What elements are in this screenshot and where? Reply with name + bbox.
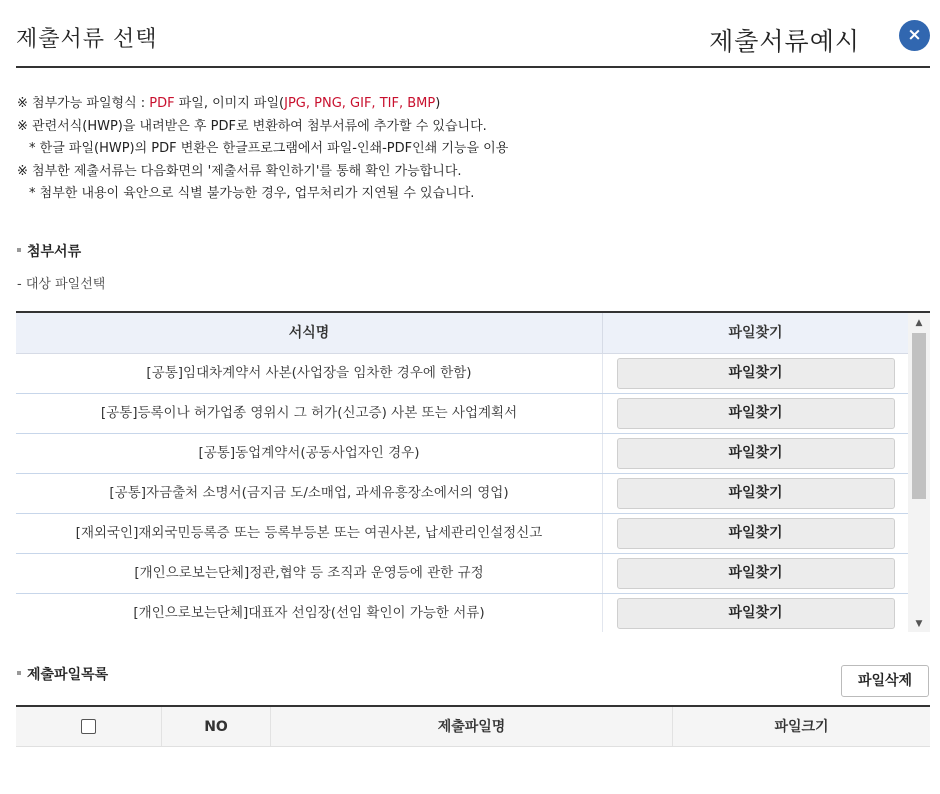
submitted-files-table-header (16, 705, 930, 747)
notice-hwp-pdf-print: * 한글 파일(HWP)의 PDF 변환은 한글프로그램에서 파일-인쇄-PDF인쇄 기능을 이용 (29, 141, 509, 156)
attach-section-title: 첨부서류 (17, 241, 81, 261)
select-all-checkbox[interactable] (81, 719, 96, 734)
table-row (16, 554, 930, 594)
select-all-cell (16, 707, 162, 746)
file-find-button[interactable]: 파일찾기 (617, 518, 895, 549)
notice-illegible: * 첨부한 내용이 육안으로 식별 불가능한 경우, 업무처리가 지연될 수 있습니다. (29, 186, 475, 201)
file-find-button[interactable]: 파일찾기 (617, 438, 895, 469)
table-scrollbar[interactable] (908, 313, 930, 632)
notice-block (17, 93, 508, 206)
column-no: NO (162, 707, 271, 746)
bullet-icon (17, 248, 21, 252)
bullet-icon (17, 671, 21, 675)
form-name-cell: [재외국인]재외국민등록증 또는 등록부등본 또는 여권사본, 납세관리인설정신고 (16, 514, 603, 553)
table-header (16, 313, 930, 354)
table-row (16, 394, 930, 434)
form-name-cell: [공통]동업계약서(공동사업자인 경우) (16, 434, 603, 473)
file-find-button[interactable]: 파일찾기 (617, 478, 895, 509)
column-file-find: 파일찾기 (728, 325, 783, 341)
column-file-name: 제출파일명 (271, 707, 673, 746)
table-row (16, 434, 930, 474)
scroll-up-arrow-icon[interactable]: ▲ (915, 318, 923, 328)
scrollbar-thumb[interactable] (912, 333, 926, 499)
column-file-size: 파일크기 (774, 719, 829, 735)
image-formats-label: JPG, PNG, GIF, TIF, BMP (284, 96, 436, 111)
file-find-button[interactable]: 파일찾기 (617, 398, 895, 429)
scroll-down-arrow-icon[interactable]: ▼ (915, 619, 923, 629)
form-name-cell: [개인으로보는단체]정관,협약 등 조직과 운영등에 관한 규정 (16, 554, 603, 593)
table-row (16, 594, 930, 632)
table-row (16, 474, 930, 514)
notice-file-format: ※ 첨부가능 파일형식 : PDF 파일, 이미지 파일(JPG, PNG, GIF, TIF, BMP) (17, 96, 441, 111)
target-file-select-label: - 대상 파일선택 (17, 277, 106, 292)
notice-hwp-convert: ※ 관련서식(HWP)을 내려받은 후 PDF로 변환하여 첨부서류에 추가할 수 있습니다. (17, 118, 487, 134)
pdf-label: PDF (149, 96, 175, 111)
notice-confirm: ※ 첨부한 제출서류는 다음화면의 '제출서류 확인하기'를 통해 확인 가능합니다. (17, 163, 462, 179)
column-form-name: 서식명 (16, 313, 603, 353)
delete-file-button[interactable]: 파일삭제 (841, 665, 929, 697)
page-title: 제출서류 선택 (16, 27, 158, 52)
table-row (16, 354, 930, 394)
attach-documents-table (16, 311, 930, 632)
document-example-link[interactable]: 제출서류예시 (709, 27, 860, 56)
dialog-header (16, 0, 930, 68)
form-name-cell: [공통]자금출처 소명서(금지금 도/소매업, 과세유흥장소에서의 영업) (16, 474, 603, 513)
form-name-cell: [개인으로보는단체]대표자 선임장(선임 확인이 가능한 서류) (16, 594, 603, 632)
submit-section-title: 제출파일목록 (17, 664, 108, 684)
file-find-button[interactable]: 파일찾기 (617, 598, 895, 629)
file-find-button[interactable]: 파일찾기 (617, 558, 895, 589)
form-name-cell: [공통]임대차계약서 사본(사업장을 임차한 경우에 한함) (16, 354, 603, 393)
close-button[interactable]: × (899, 20, 930, 51)
form-name-cell: [공통]등록이나 허가업종 영위시 그 허가(신고증) 사본 또는 사업계획서 (16, 394, 603, 433)
table-row (16, 514, 930, 554)
file-find-button[interactable]: 파일찾기 (617, 358, 895, 389)
